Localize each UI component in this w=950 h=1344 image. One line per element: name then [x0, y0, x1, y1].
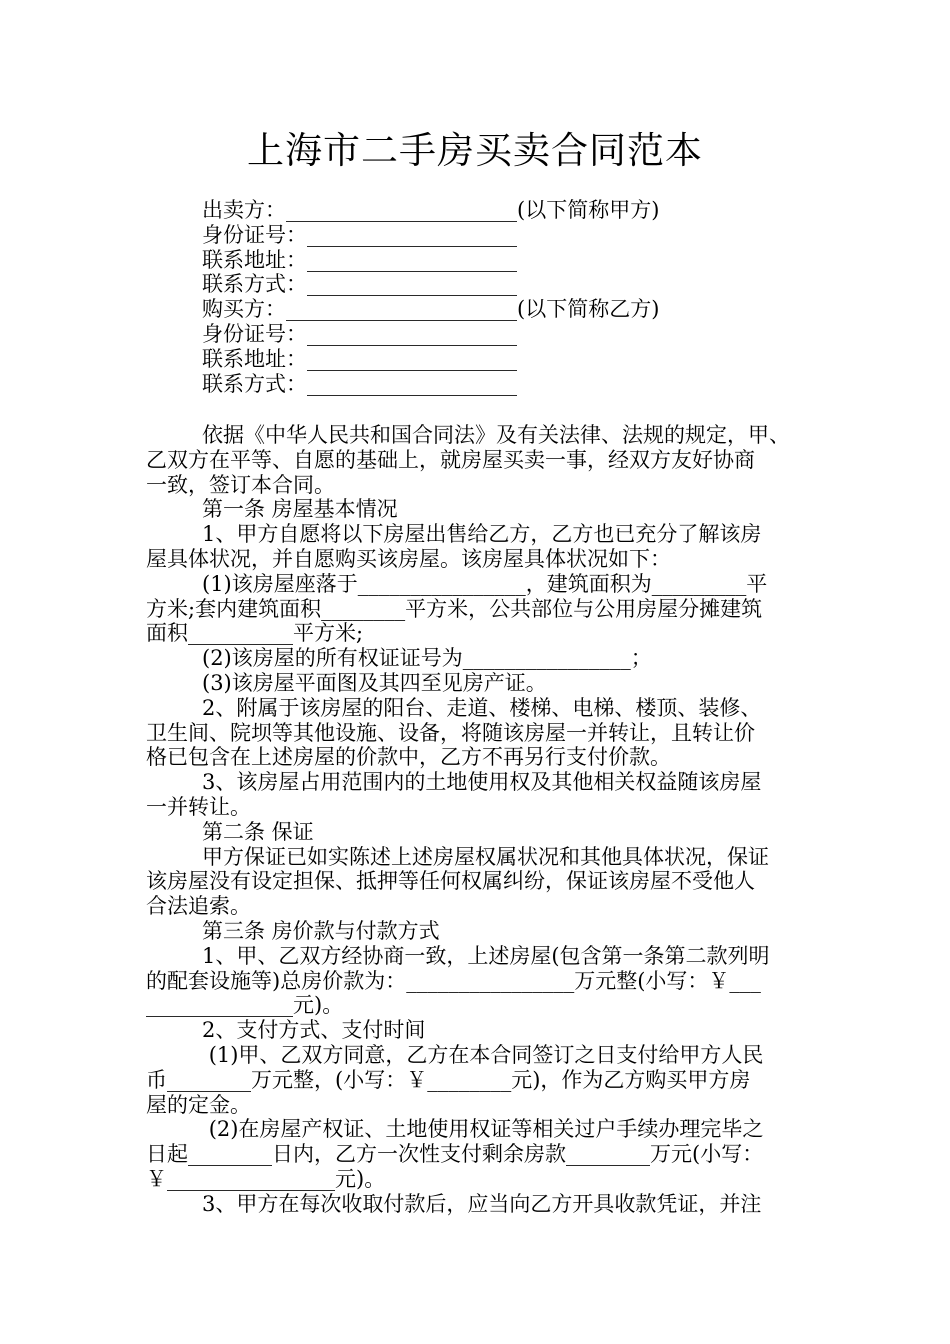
- article-1-clause-1: 1、甲方自愿将以下房屋出售给乙方，乙方也已充分了解该房 屋具体状况，并自愿购买该房屋。该房屋具体状况如下：: [146, 522, 762, 571]
- article-3-clause-2: 2、支付方式、支付时间: [202, 1018, 426, 1043]
- contract-body: [146, 423, 806, 1217]
- article-1-clause-3: 3、该房屋占用范围内的土地使用权及其他相关权益随该房屋 一并转让。: [146, 770, 762, 819]
- article-1-item-2: (2)该房屋的所有权证证号为________________；: [202, 646, 652, 671]
- buyer-address-line: 联系地址：____________________: [202, 346, 517, 371]
- party-info-block: [202, 198, 822, 396]
- article-3-clause-3: 3、甲方在每次收取付款后，应当向乙方开具收款凭证，并注: [202, 1191, 762, 1216]
- article-1-item-3: (3)该房屋平面图及其四至见房产证。: [202, 670, 547, 695]
- article-3-clause-1: 1、甲、乙双方经协商一致，上述房屋(包含第一条第二款列明 的配套设施等)总房价款为：________________万元整(小写：￥___ ______________元)。: [146, 943, 770, 1018]
- article-3-item-1: (1)甲、乙双方同意，乙方在本合同签订之日支付给甲方人民 币________万元整，(小写：￥________元)，作为乙方购买甲方房 屋的定金。: [146, 1042, 764, 1117]
- seller-address-line: 联系地址：____________________: [202, 247, 517, 272]
- article-3-heading: 第三条 房价款与付款方式: [202, 918, 440, 943]
- article-1-item-1: (1)该房屋座落于________________，建筑面积为_________平 方米;套内建筑面积________平方米，公共部位与公用房屋分摊建筑 面积__________平方米;: [146, 571, 768, 646]
- preamble-paragraph: 依据《中华人民共和国合同法》及有关法律、法规的规定，甲、 乙双方在平等、自愿的基础上，就房屋买卖一事，经双方友好协商 一致，签订本合同。: [146, 423, 790, 497]
- seller-line: 出卖方：______________________(以下简称甲方): [202, 198, 660, 222]
- article-1-clause-2: 2、附属于该房屋的阳台、走道、楼梯、电梯、楼顶、装修、 卫生间、院坝等其他设施、设备，将随该房屋一并转让，且转让价 格已包含在上述房屋的价款中，乙方不再另行支付价款。: [146, 695, 762, 770]
- buyer-id-number-line: 身份证号：____________________: [202, 321, 517, 346]
- document-title: 上海市二手房买卖合同范本: [247, 129, 703, 172]
- article-2-paragraph: 甲方保证已如实陈述上述房屋权属状况和其他具体状况，保证 该房屋没有设定担保、抵押等任何权属纠纷，保证该房屋不受他人 合法追索。: [146, 844, 769, 919]
- buyer-line: 购买方：______________________(以下简称乙方): [202, 297, 660, 322]
- article-1-heading: 第一条 房屋基本情况: [202, 497, 398, 522]
- seller-contact-line: 联系方式：____________________: [202, 272, 517, 297]
- article-2-heading: 第二条 保证: [202, 819, 314, 844]
- buyer-contact-line: 联系方式：____________________: [202, 371, 517, 396]
- seller-id-number-line: 身份证号：____________________: [202, 222, 517, 247]
- article-3-item-2: (2)在房屋产权证、土地使用权证等相关过户手续办理完毕之 日起________日内，乙方一次性支付剩余房款________万元(小写： ￥________________元)。: [146, 1117, 764, 1191]
